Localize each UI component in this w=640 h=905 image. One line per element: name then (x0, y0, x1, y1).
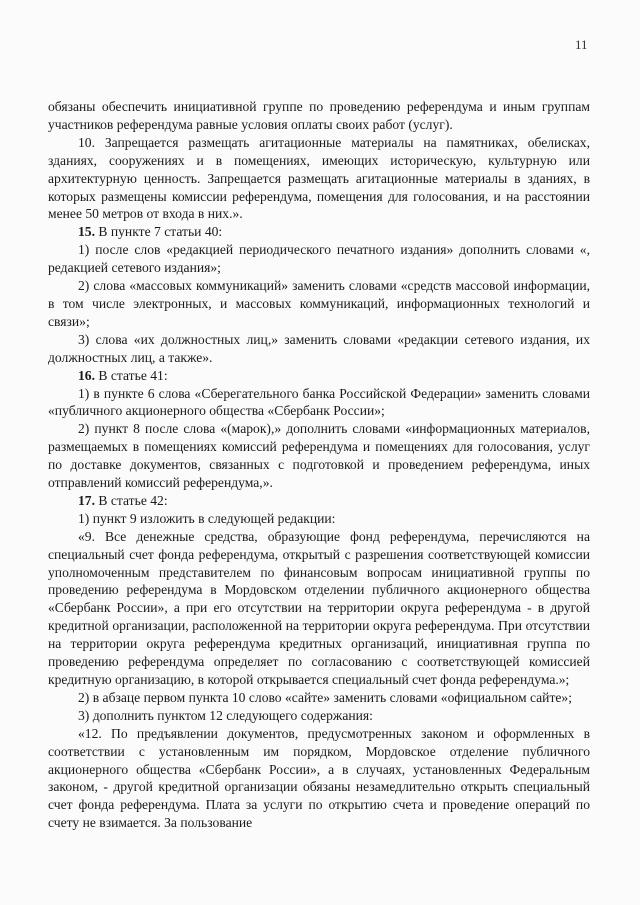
paragraph (48, 385, 590, 421)
section-number: 16. (78, 367, 95, 383)
paragraph-text: 10. Запрещается размещать агитационные материалы на памятниках, обелисках, зданиях, сооружениях и в помещениях, имеющих историческую, культурную или архитектурную ценность. Запрещается размещать агитационные материалы в зданиях, в которых размещены комиссии референдума, помещения для голосования, и на расстоянии менее 50 метров от входа в них.». (48, 134, 590, 222)
paragraph (48, 277, 590, 331)
section-number: 17. (78, 492, 95, 508)
paragraph (48, 492, 590, 510)
paragraph (48, 98, 590, 134)
paragraph-text: обязаны обеспечить инициативной группе по проведению референдума и иным группам участников референдума равные условия оплаты своих работ (услуг). (48, 99, 590, 132)
paragraph (48, 367, 590, 385)
paragraph-text: В пункте 7 статьи 40: (95, 224, 223, 240)
paragraph (48, 331, 590, 367)
paragraph (48, 707, 590, 725)
paragraph-text: 2) пункт 8 после слова «(марок),» дополнить словами «информационных материалов, размещаемых в помещениях комиссий референдума и помещениях для голосования, услуг по доставке документов, связанных с подготовкой и проведением референдума, иных отправлений комиссий референдума,». (48, 421, 590, 491)
paragraph-text: 2) в абзаце первом пункта 10 слово «сайте» заменить словами «официальном сайте»; (78, 689, 573, 705)
paragraph (48, 223, 590, 241)
paragraph-text: 1) после слов «редакцией периодического печатного издания» дополнить словами «, редакцией сетевого издания»; (48, 242, 590, 276)
page-number: 11 (575, 37, 588, 52)
paragraph (48, 134, 590, 224)
paragraph-text: 1) в пункте 6 слова «Сберегательного банка Российской Федерации» заменить словами «публичного акционерного общества «Сбербанк России»; (48, 385, 590, 419)
document-body (48, 98, 590, 832)
paragraph-text: 3) дополнить пунктом 12 следующего содержания: (78, 707, 373, 723)
paragraph (48, 420, 590, 492)
paragraph-text: «9. Все денежные средства, образующие фонд референдума, перечисляются на специальный счет фонда референдума, открытый с разрешения соответствующей комиссии уполномоченным представителем по финансовым вопросам инициативной группы по проведению референдума в Мордовском отделении публичного акционерного общества «Сбербанк России», а при его отсутствии на территории округа референдума - в другой кредитной организации, расположенной на территории округа референдума. При отсутствии на территории округа референдума кредитных организаций, инициативная группа по проведению референдума определяет по согласованию с соответствующей комиссией кредитную организацию, в которой открывается специальный счет фонда референдума.»; (48, 528, 590, 687)
paragraph-text: 2) слова «массовых коммуникаций» заменить словами «средств массовой информации, в том числе электронных, и массовых коммуникаций, информационных технологий и связи»; (48, 278, 590, 329)
paragraph-text: 3) слова «их должностных лиц,» заменить словами «редакции сетевого издания, их должностных лиц, а также». (48, 331, 590, 365)
paragraph (48, 725, 590, 832)
paragraph (48, 510, 590, 528)
section-number: 15. (78, 224, 95, 240)
paragraph (48, 528, 590, 689)
paragraph-text: «12. По предъявлении документов, предусмотренных законом и оформленных в соответствии с установленным им порядком, Мордовское отделение публичного акционерного общества «Сбербанк России», а в случаях, установленных Федеральным законом, - другой кредитной организации обязаны незамедлительно открыть специальный счет фонда референдума. Плата за услуги по открытию счета и проведение операций по счету не взимается. За пользование (48, 725, 590, 831)
paragraph-text: 1) пункт 9 изложить в следующей редакции: (78, 510, 336, 526)
paragraph (48, 241, 590, 277)
paragraph-text: В статье 42: (95, 492, 168, 508)
paragraph (48, 689, 590, 707)
paragraph-text: В статье 41: (95, 367, 168, 383)
